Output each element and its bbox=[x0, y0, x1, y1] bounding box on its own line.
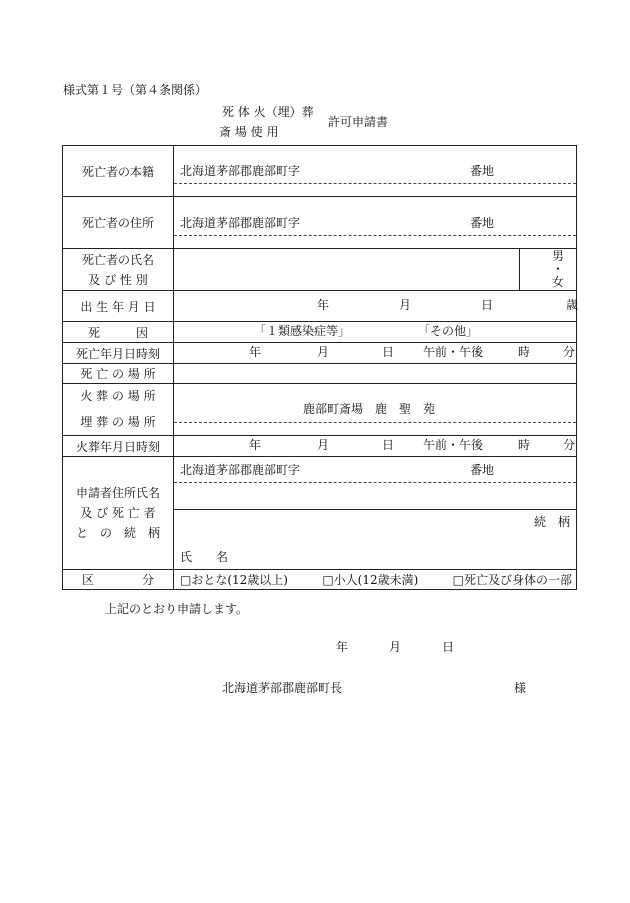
application-form-table bbox=[62, 145, 577, 590]
row-applicant bbox=[63, 457, 577, 570]
cremation-ampm: 午前・午後 bbox=[423, 438, 484, 452]
jusho-label: 死亡者の住所 bbox=[63, 197, 174, 249]
death-datetime-label: 死亡年月日時刻 bbox=[63, 343, 174, 364]
form-title-line1: 死 体 火（埋）葬 bbox=[222, 105, 314, 119]
applicant-label-1: 申請者住所氏名 bbox=[75, 486, 160, 500]
applicant-label-3: と の 続 柄 bbox=[75, 526, 160, 540]
cremation-day: 日 bbox=[382, 438, 395, 452]
name-label-2: 及 び 性 別 bbox=[88, 272, 148, 287]
gender-male: 男 bbox=[551, 249, 564, 263]
death-month: 月 bbox=[317, 345, 330, 359]
cremation-year: 年 bbox=[249, 438, 262, 452]
jusho-banchi: 番地 bbox=[469, 215, 494, 230]
applicant-banchi: 番地 bbox=[469, 463, 494, 477]
row-cause bbox=[63, 322, 577, 343]
cremation-datetime-field[interactable] bbox=[174, 436, 577, 457]
row-cremation-burial-place bbox=[63, 384, 577, 436]
death-place-field[interactable] bbox=[174, 364, 577, 384]
row-jusho bbox=[63, 197, 577, 249]
category-body-part-checkbox[interactable]: □死亡及び身体の一部 bbox=[452, 573, 572, 587]
row-cremation-datetime bbox=[63, 436, 577, 457]
form-number: 様式第１号（第４条関係） bbox=[63, 83, 208, 97]
deceased-name-field[interactable] bbox=[174, 249, 520, 291]
gender-field[interactable] bbox=[520, 249, 577, 291]
row-death-datetime bbox=[63, 343, 577, 364]
crematorium-name: 鹿部町斎場 鹿 聖 苑 bbox=[303, 401, 436, 416]
cremation-hour: 時 bbox=[518, 438, 531, 452]
date-year: 年 bbox=[336, 640, 349, 654]
applicant-address-prefix: 北海道茅部郡鹿部町字 bbox=[180, 463, 301, 477]
death-year: 年 bbox=[249, 345, 262, 359]
jusho-address-prefix: 北海道茅部郡鹿部町字 bbox=[180, 215, 301, 230]
category-child-checkbox[interactable]: □小人(12歳未満) bbox=[322, 573, 419, 587]
row-name-gender bbox=[63, 249, 577, 291]
honseki-label: 死亡者の本籍 bbox=[63, 146, 174, 197]
shimei-label: 氏 名 bbox=[180, 550, 229, 564]
cremation-month: 月 bbox=[317, 438, 330, 452]
honseki-address-prefix: 北海道茅部郡鹿部町字 bbox=[180, 164, 301, 178]
cremation-place-label: 火 葬 の 場 所 bbox=[80, 389, 156, 403]
gender-dot: ・ bbox=[551, 262, 564, 276]
name-label-1: 死亡者の氏名 bbox=[81, 252, 154, 267]
category-adult-checkbox[interactable]: □おとな(12歳以上) bbox=[180, 573, 288, 587]
applicant-address-field[interactable] bbox=[174, 482, 576, 509]
honseki-input-line[interactable] bbox=[174, 183, 576, 184]
row-birth bbox=[63, 291, 577, 322]
form-title-line2: 斎 場 使 用 bbox=[219, 125, 279, 139]
date-month: 月 bbox=[389, 640, 402, 654]
burial-place-field[interactable] bbox=[174, 422, 576, 423]
addressee: 北海道茅部郡鹿部町長 bbox=[222, 681, 343, 695]
gender-female: 女 bbox=[551, 275, 564, 289]
cause-option-other[interactable]: 「その他」 bbox=[418, 324, 479, 338]
form-title-right: 許可申請書 bbox=[328, 115, 389, 129]
birth-month: 月 bbox=[399, 298, 412, 312]
applicant-name-field[interactable] bbox=[174, 509, 576, 569]
honseki-banchi: 番地 bbox=[469, 164, 494, 178]
death-datetime-field[interactable] bbox=[174, 343, 577, 364]
burial-place-label: 埋 葬 の 場 所 bbox=[80, 415, 156, 429]
sama: 様 bbox=[514, 681, 527, 695]
statement: 上記のとおり申請します。 bbox=[105, 602, 249, 616]
row-category bbox=[63, 570, 577, 590]
category-label: 区 分 bbox=[63, 570, 174, 590]
cause-option-infectious[interactable]: 「１類感染症等」 bbox=[254, 324, 351, 338]
death-hour: 時 bbox=[518, 345, 531, 359]
birth-age: 歳 bbox=[566, 298, 579, 312]
row-honseki bbox=[63, 146, 577, 197]
birth-label: 出 生 年 月 日 bbox=[63, 291, 174, 322]
cremation-minute: 分 bbox=[563, 438, 576, 452]
birth-date-field[interactable] bbox=[174, 291, 577, 322]
death-place-label: 死 亡 の 場 所 bbox=[63, 364, 174, 384]
birth-year: 年 bbox=[317, 298, 330, 312]
jusho-input-line[interactable] bbox=[174, 235, 576, 236]
death-day: 日 bbox=[382, 345, 395, 359]
applicant-label-2: 及 び 死 亡 者 bbox=[80, 506, 156, 520]
birth-day: 日 bbox=[481, 298, 494, 312]
date-day: 日 bbox=[442, 640, 455, 654]
row-death-place bbox=[63, 364, 577, 384]
relationship-label: 続 柄 bbox=[533, 515, 570, 529]
death-ampm: 午前・午後 bbox=[423, 345, 484, 359]
cremation-datetime-label: 火葬年月日時刻 bbox=[63, 436, 174, 457]
cause-label: 死 因 bbox=[63, 322, 174, 343]
death-minute: 分 bbox=[563, 345, 576, 359]
